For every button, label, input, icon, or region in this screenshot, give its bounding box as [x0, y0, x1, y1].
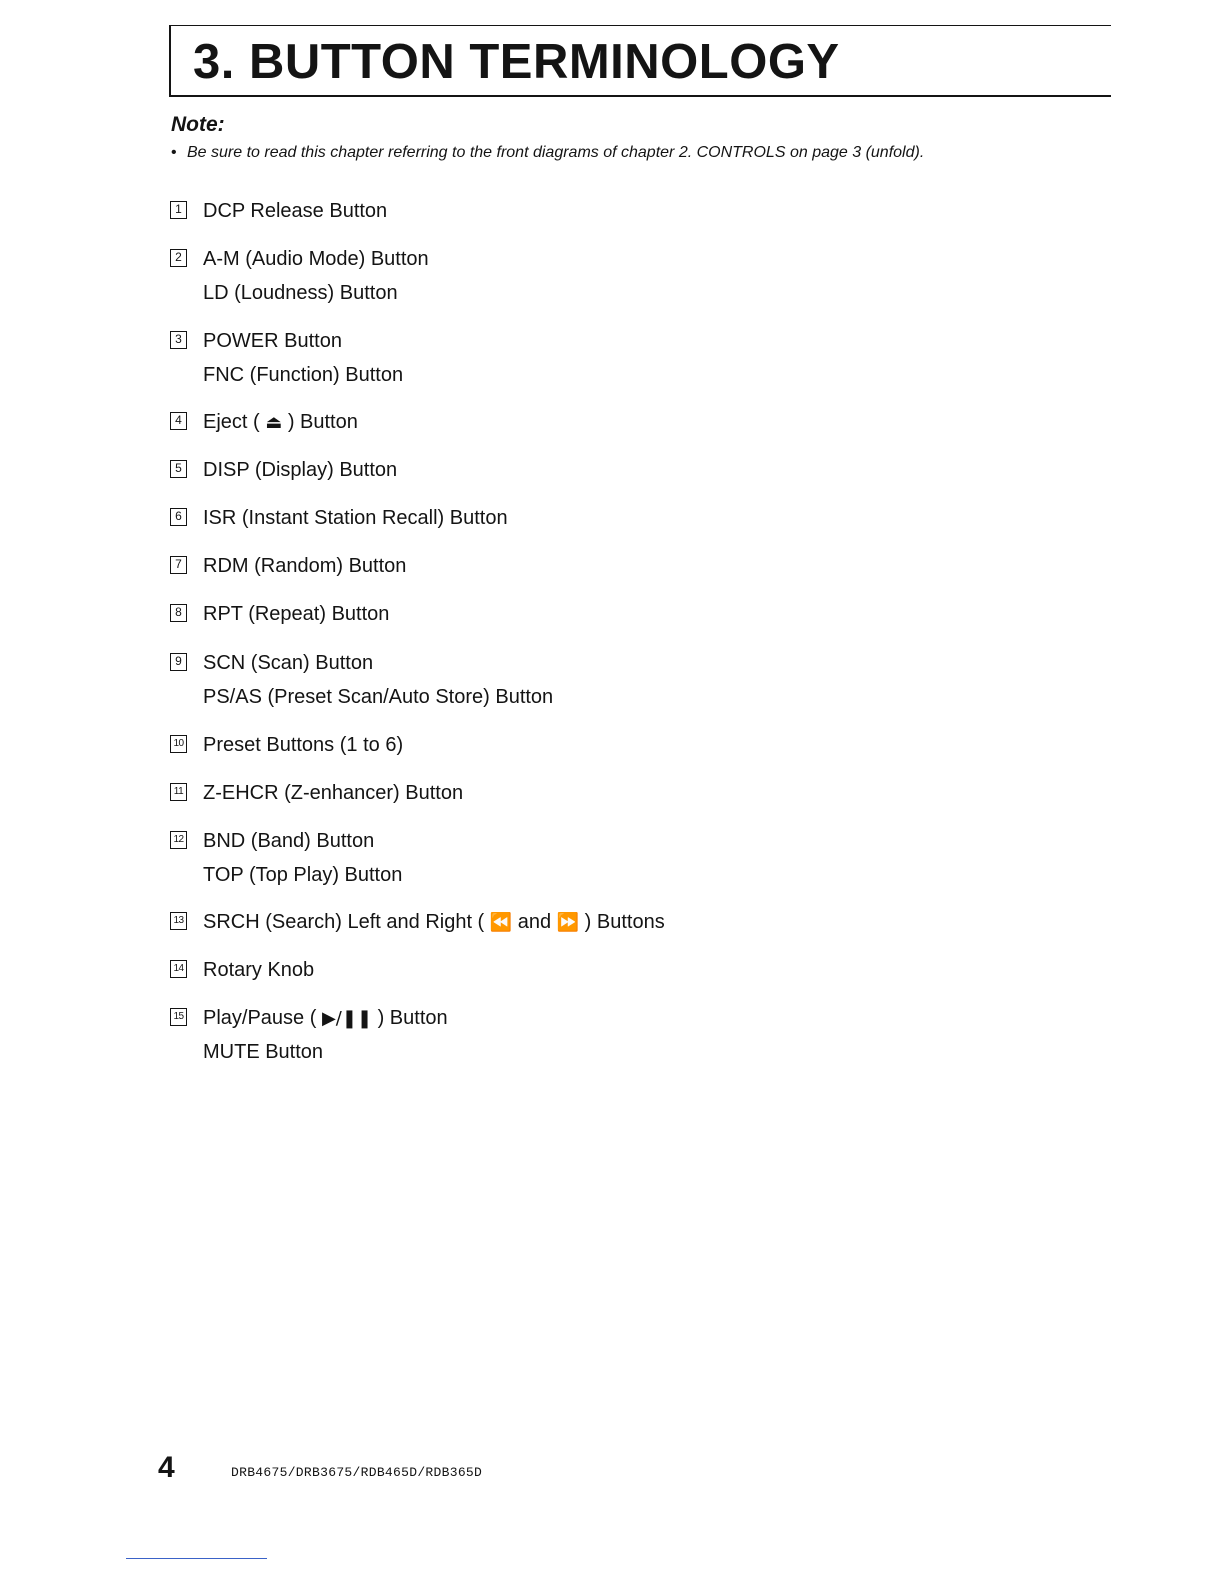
item-label-secondary: MUTE Button — [203, 1041, 324, 1063]
item-label: DCP Release Button — [203, 200, 388, 222]
item-label: Preset Buttons (1 to 6) — [203, 734, 404, 756]
item-label: RDM (Random) Button — [203, 555, 407, 577]
bullet-icon: • — [171, 144, 177, 161]
item-label-secondary: LD (Loudness) Button — [203, 282, 398, 304]
note-heading: Note: — [171, 113, 225, 136]
item-label: POWER Button — [203, 330, 342, 352]
item-label: SRCH (Search) Left and Right ( ⏪ and ⏩ ) Buttons — [203, 911, 665, 933]
item-number: 6 — [170, 508, 187, 526]
item-number: 15 — [170, 1008, 187, 1026]
item-label: Rotary Knob — [203, 959, 315, 981]
page-number: 4 — [158, 1451, 175, 1484]
item-number: 1 — [170, 201, 187, 219]
item-label-secondary: PS/AS (Preset Scan/Auto Store) Button — [203, 686, 554, 708]
note-line — [171, 142, 924, 164]
item-label: BND (Band) Button — [203, 830, 375, 852]
item-label: RPT (Repeat) Button — [203, 603, 390, 625]
item-number: 14 — [170, 960, 187, 978]
item-number: 4 — [170, 412, 187, 430]
item-label-secondary: FNC (Function) Button — [203, 364, 404, 386]
item-number: 8 — [170, 604, 187, 622]
item-number: 5 — [170, 460, 187, 478]
item-number: 11 — [170, 783, 187, 801]
item-label: Eject ( ⏏ ) Button — [203, 411, 358, 433]
item-label: A-M (Audio Mode) Button — [203, 248, 429, 270]
footer-divider — [126, 1558, 267, 1559]
title-box — [169, 25, 1111, 97]
play-pause-icon: ▶/❚❚ — [321, 1008, 373, 1029]
model-code: DRB4675/DRB3675/RDB465D/RDB365D — [231, 1465, 483, 1480]
item-label-secondary: TOP (Top Play) Button — [203, 864, 403, 886]
item-label: Z-EHCR (Z-enhancer) Button — [203, 782, 464, 804]
item-number: 13 — [170, 912, 187, 930]
item-label: SCN (Scan) Button — [203, 652, 374, 674]
item-number: 12 — [170, 831, 187, 849]
page-title: 3. BUTTON TERMINOLOGY — [193, 35, 840, 89]
item-number: 9 — [170, 653, 187, 671]
item-label: Play/Pause ( ▶/❚❚ ) Button — [203, 1007, 448, 1029]
item-number: 7 — [170, 556, 187, 574]
item-label: ISR (Instant Station Recall) Button — [203, 507, 508, 529]
search-left-icon: ⏪ — [489, 912, 513, 933]
item-label: DISP (Display) Button — [203, 459, 398, 481]
note-text: Be sure to read this chapter referring to the front diagrams of chapter 2. CONTROLS on page 3 (unfold). — [187, 144, 925, 161]
search-right-icon: ⏩ — [556, 912, 580, 933]
eject-icon: ⏏ — [265, 412, 283, 433]
item-number: 3 — [170, 331, 187, 349]
item-number: 2 — [170, 249, 187, 267]
item-number: 10 — [170, 735, 187, 753]
